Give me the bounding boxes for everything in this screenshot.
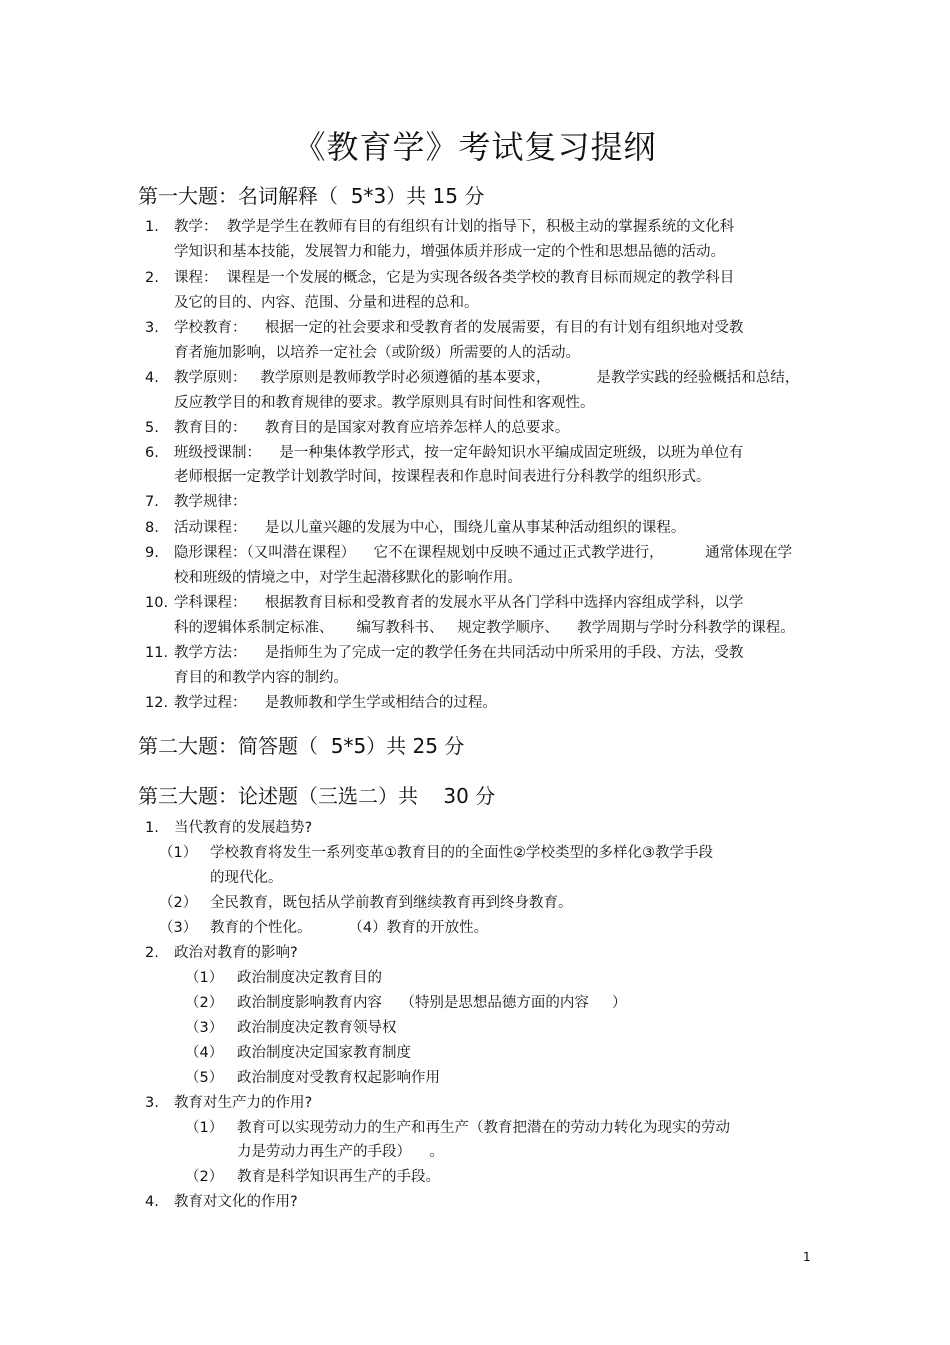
item-number: （5） <box>185 1070 224 1086</box>
term-number: 7. <box>145 494 159 510</box>
term-number: 1. <box>145 219 159 235</box>
section-3-heading: 第三大题：论述题（三选二）共 30 分 <box>138 784 496 808</box>
term-line: 活动课程： 是以儿童兴趣的发展为中心，围绕儿童从事某种活动组织的课程。 <box>174 520 686 536</box>
item-number: （2） <box>185 995 224 1011</box>
term-number: 11. <box>145 645 169 661</box>
term-line: 校和班级的情境之中，对学生起潜移默化的影响作用。 <box>174 570 522 586</box>
term-number: 3. <box>145 320 159 336</box>
question-number: 1. <box>145 820 159 836</box>
term-number: 4. <box>145 370 159 386</box>
item-number: （1） <box>185 1120 224 1136</box>
item-line: 力是劳动力再生产的手段） 。 <box>237 1144 444 1160</box>
term-number: 5. <box>145 420 159 436</box>
term-line: 班级授课制： 是一种集体教学形式，按一定年龄知识水平编成固定班级，以班为单位有 <box>174 445 744 461</box>
item-line: 政治制度对受教育权起影响作用 <box>237 1070 440 1086</box>
item-number: （3） <box>159 920 198 936</box>
term-line: 教学方法： 是指师生为了完成一定的教学任务在共同活动中所采用的手段、方法，受教 <box>174 645 744 661</box>
section-1-heading: 第一大题：名词解释（ 5*3）共 15 分 <box>138 184 485 208</box>
term-line: 学知识和基本技能，发展智力和能力，增强体质并形成一定的个性和思想品德的活动。 <box>174 244 725 260</box>
term-line: 教学规律： <box>174 494 247 510</box>
term-line: 教学原则： 教学原则是教师教学时必须遵循的基本要求， 是教学实践的经验概括和总结， <box>174 370 800 386</box>
item-number: （1） <box>185 970 224 986</box>
item-line: 政治制度决定教育领导权 <box>237 1020 397 1036</box>
term-number: 10. <box>145 595 169 611</box>
item-line: 教育的个性化。 （4）教育的开放性。 <box>210 920 489 936</box>
question-text: 教育对文化的作用? <box>174 1194 298 1210</box>
question-number: 4. <box>145 1194 159 1210</box>
term-line: 学科课程： 根据教育目标和受教育者的发展水平从各门学科中选择内容组成学科，以学 <box>174 595 744 611</box>
item-line: 学校教育将发生一系列变革①教育目的的全面性②学校类型的多样化③教学手段 <box>210 845 713 861</box>
item-number: （2） <box>185 1169 224 1185</box>
question-text: 教育对生产力的作用? <box>174 1095 313 1111</box>
term-number: 9. <box>145 545 159 561</box>
item-number: （4） <box>185 1045 224 1061</box>
page-number: 1 <box>803 1250 811 1264</box>
term-line: 老师根据一定教学计划教学时间，按课程表和作息时间表进行分科教学的组织形式。 <box>174 469 711 485</box>
item-line: 教育可以实现劳动力的生产和再生产（教育把潜在的劳动力转化为现实的劳动 <box>237 1120 730 1136</box>
item-line: 全民教育，既包括从学前教育到继续教育再到终身教育。 <box>210 895 573 911</box>
page-title: 《教育学》考试复习提纲 <box>293 128 657 166</box>
question-number: 3. <box>145 1095 159 1111</box>
term-line: 教学过程： 是教师教和学生学或相结合的过程。 <box>174 695 497 711</box>
question-number: 2. <box>145 945 159 961</box>
item-line: 政治制度影响教育内容 （特别是思想品德方面的内容 ） <box>237 995 627 1011</box>
term-line: 隐形课程：（又叫潜在课程） 它不在课程规划中反映不通过正式教学进行， 通常体现在学 <box>174 545 793 561</box>
term-line: 反应教学目的和教育规律的要求。教学原则具有时间性和客观性。 <box>174 395 595 411</box>
question-text: 政治对教育的影响? <box>174 945 298 961</box>
term-number: 8. <box>145 520 159 536</box>
term-line: 课程： 课程是一个发展的概念，它是为实现各级各类学校的教育目标而规定的教学科目 <box>174 270 735 286</box>
item-number: （2） <box>159 895 198 911</box>
term-line: 教育目的： 教育目的是国家对教育应培养怎样人的总要求。 <box>174 420 570 436</box>
item-number: （1） <box>159 845 198 861</box>
item-line: 的现代化。 <box>210 870 283 886</box>
term-line: 教学： 教学是学生在教师有目的有组织有计划的指导下，积极主动的掌握系统的文化科 <box>174 219 735 235</box>
item-number: （3） <box>185 1020 224 1036</box>
item-line: 政治制度决定教育目的 <box>237 970 382 986</box>
term-line: 育目的和教学内容的制约。 <box>174 670 348 686</box>
term-number: 12. <box>145 695 169 711</box>
item-line: 教育是科学知识再生产的手段。 <box>237 1169 440 1185</box>
term-line: 学校教育： 根据一定的社会要求和受教育者的发展需要，有目的有计划有组织地对受教 <box>174 320 744 336</box>
item-line: 政治制度决定国家教育制度 <box>237 1045 411 1061</box>
term-line: 科的逻辑体系制定标准、 编写教科书、 规定教学顺序、 教学周期与学时分科教学的课程。 <box>174 620 795 636</box>
term-number: 2. <box>145 270 159 286</box>
term-line: 育者施加影响，以培养一定社会（或阶级）所需要的人的活动。 <box>174 345 580 361</box>
question-text: 当代教育的发展趋势? <box>174 820 313 836</box>
section-2-heading: 第二大题：简答题（ 5*5）共 25 分 <box>138 734 465 758</box>
term-number: 6. <box>145 445 159 461</box>
term-line: 及它的目的、内容、范围、分量和进程的总和。 <box>174 295 479 311</box>
